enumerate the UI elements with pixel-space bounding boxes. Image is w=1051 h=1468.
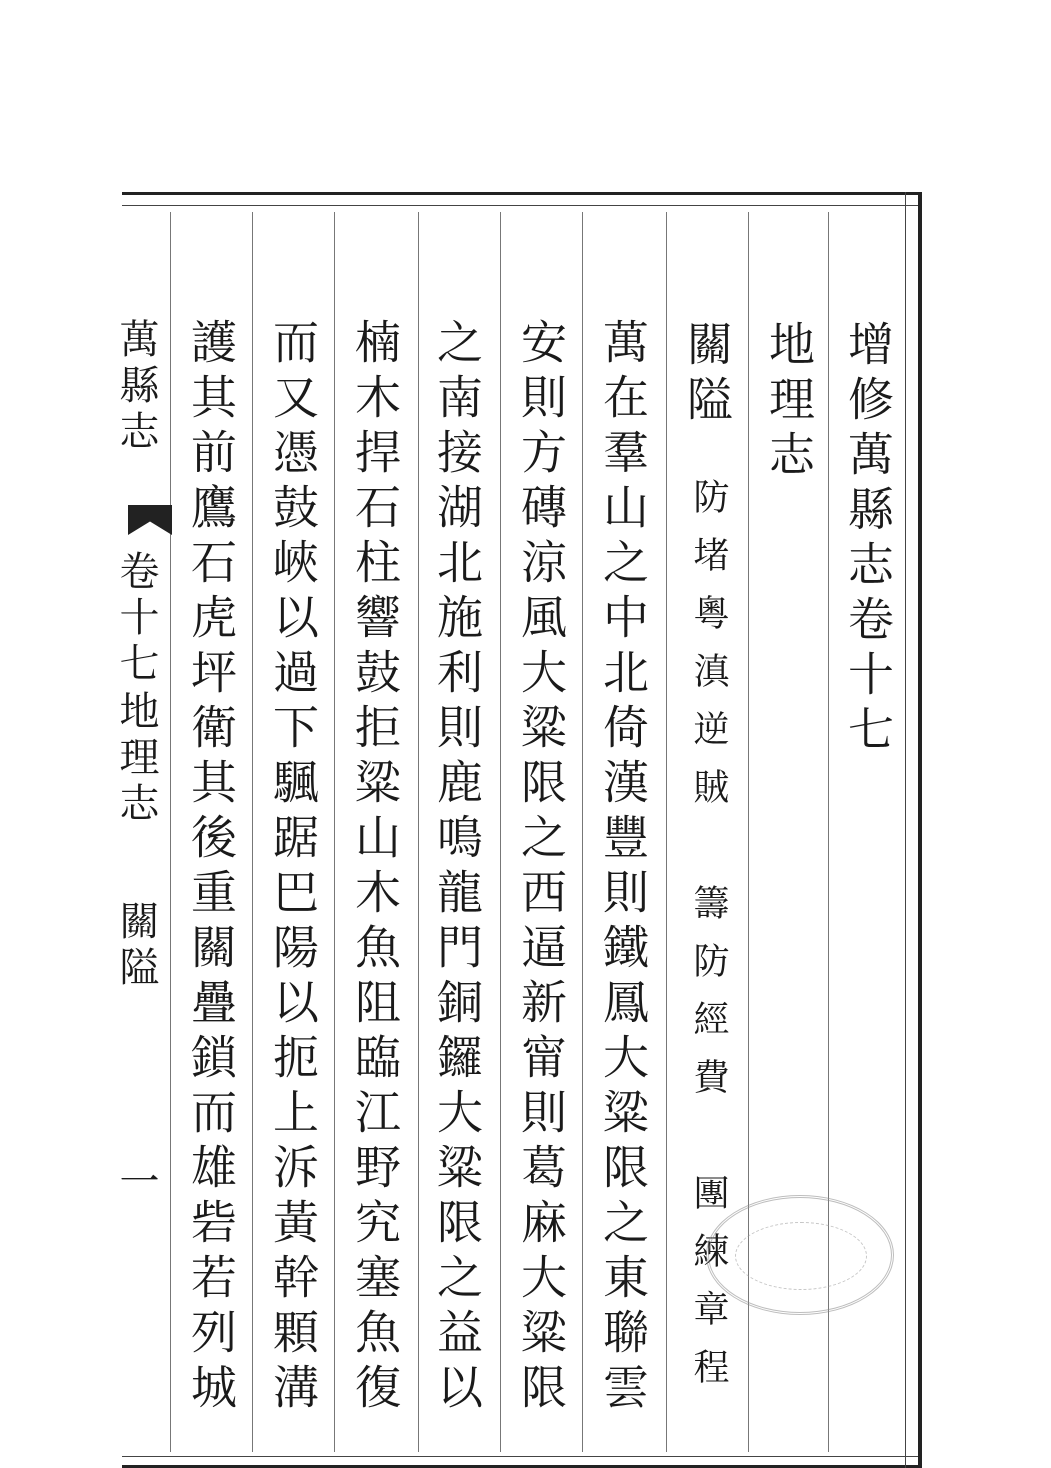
column-divider [582,212,583,1452]
text-column: 安則方磚涼風大粱限之西逼新甯則葛麻大粱限 [514,318,568,1418]
subsection-entries: 防堵粵滇逆賊 籌防經費 團練章程 [688,478,729,1406]
text-column: 萬在羣山之中北倚漢豐則鐵鳳大粱限之東聯雲 [596,318,650,1418]
page-title: 增修萬縣志卷十七 [841,320,895,760]
margin-subsection: 關隘 [113,900,159,992]
subsection-heading: 關隘 [680,320,734,430]
text-column: 之南接湖北施利則鹿鳴龍門銅鑼大粱限之益以 [430,318,484,1418]
section-heading: 地理志 [762,320,816,485]
margin-page-number: 一 [113,1160,159,1206]
text-column: 而又憑鼓峽以過下颿踞巴陽以扼上泝黃幹顆溝 [266,318,320,1418]
margin-book-title: 萬縣志 [113,318,159,456]
text-column: 楠木捍石柱響鼓拒粱山木魚阻臨江野究塞魚復 [348,318,402,1418]
column-divider [418,212,419,1452]
column-divider [500,212,501,1452]
column-divider [666,212,667,1452]
fish-tail-mark [128,505,172,535]
margin-section: 地理志 [113,690,159,828]
margin-chapter: 卷十七 [113,550,159,688]
page-border-right [905,192,922,1468]
column-divider [170,212,171,1452]
column-divider [334,212,335,1452]
library-seal [706,1195,894,1315]
column-divider [252,212,253,1452]
text-column: 護其前鷹石虎坪衛其後重關疊鎖而雄砦若列城 [184,318,238,1418]
page-border-top [122,192,922,206]
page-border-bottom [122,1456,922,1468]
